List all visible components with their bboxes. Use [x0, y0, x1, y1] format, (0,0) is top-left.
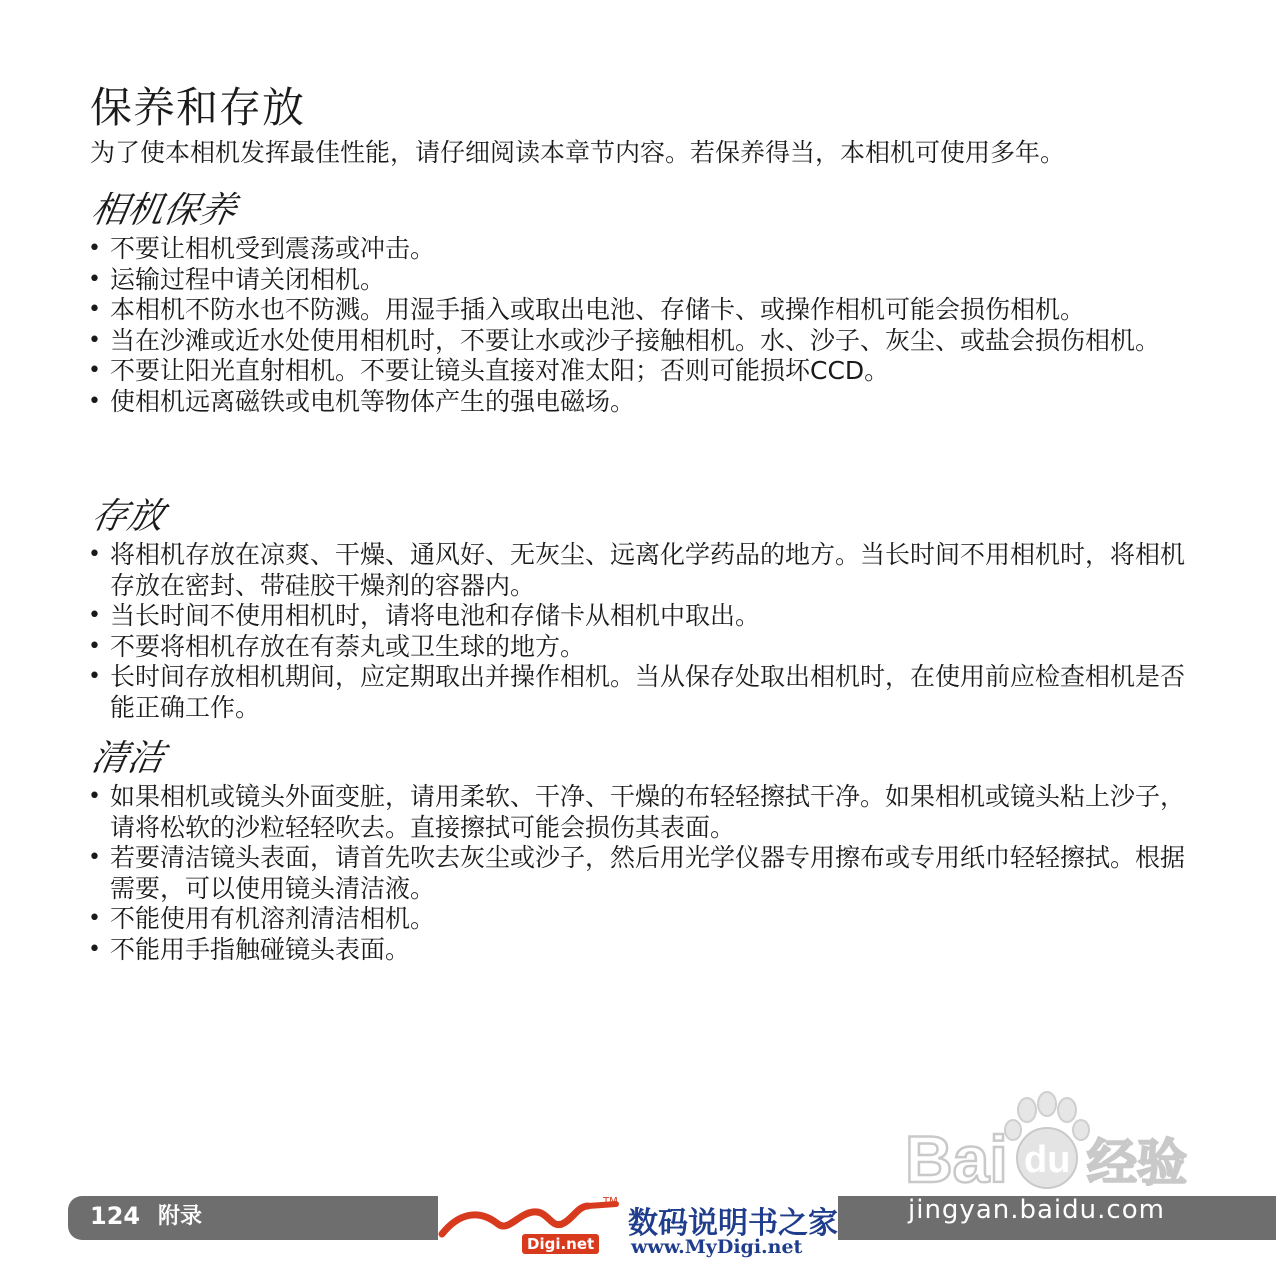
- list-item: • 当长时间不使用相机时，请将电池和存储卡从相机中取出。: [88, 601, 1185, 632]
- logo-trademark: TM: [603, 1196, 618, 1207]
- list-item: • 如果相机或镜头外面变脏，请用柔软、干净、干燥的布轻轻擦拭干净。如果相机或镜头粘上沙子，请将松软的沙粒轻轻吹去。直接擦拭可能会损伤其表面。: [88, 782, 1185, 843]
- list-item: • 将相机存放在凉爽、干燥、通风好、无灰尘、远离化学药品的地方。当长时间不用相机时，将相机存放在密封、带硅胶干燥剂的容器内。: [88, 540, 1185, 601]
- list-item: • 运输过程中请关闭相机。: [88, 265, 1185, 296]
- section-cleaning: [88, 738, 1198, 965]
- section-heading: 相机保养: [88, 190, 240, 231]
- watermark-du-text: du: [1024, 1139, 1071, 1181]
- mydigi-logo: [438, 1194, 838, 1266]
- list-item: • 不要将相机存放在有萘丸或卫生球的地方。: [88, 632, 1185, 663]
- bullet-list: [88, 540, 1198, 723]
- logo-url: www.MyDigi.net: [631, 1236, 803, 1258]
- list-item: • 当在沙滩或近水处使用相机时，不要让水或沙子接触相机。水、沙子、灰尘、或盐会损伤相机。: [88, 326, 1185, 357]
- page-number: 124: [90, 1202, 141, 1230]
- logo-chinese-name: 数码说明书之家: [628, 1206, 838, 1241]
- bullet-list: [88, 782, 1198, 965]
- section-storage: [88, 496, 1198, 723]
- section-camera-care: [88, 190, 1198, 417]
- list-item: • 不要让阳光直射相机。不要让镜头直接对准太阳；否则可能损坏CCD。: [88, 356, 1185, 387]
- list-item: • 长时间存放相机期间，应定期取出并操作相机。当从保存处取出相机时，在使用前应检查相机是否能正确工作。: [88, 662, 1185, 723]
- intro-text: 为了使本相机发挥最佳性能，请仔细阅读本章节内容。若保养得当，本相机可使用多年。: [90, 138, 1066, 167]
- watermark-cn-text: 经验: [1087, 1134, 1187, 1192]
- watermark-brand-text: Bai: [905, 1122, 1008, 1196]
- logo-digi-badge: Digi.net: [522, 1234, 599, 1254]
- list-item: • 不能使用有机溶剂清洁相机。: [88, 904, 1185, 935]
- watermark-domain: jingyan.baidu.com: [908, 1195, 1165, 1225]
- list-item: • 若要清洁镜头表面，请首先吹去灰尘或沙子，然后用光学仪器专用擦布或专用纸巾轻轻擦拭。根据需要，可以使用镜头清洁液。: [88, 843, 1185, 904]
- baidu-watermark-logo: [905, 1090, 1205, 1200]
- section-label: 附录: [158, 1204, 203, 1229]
- list-item: • 本相机不防水也不防溅。用湿手插入或取出电池、存储卡、或操作相机可能会损伤相机。: [88, 295, 1185, 326]
- list-item: • 不能用手指触碰镜头表面。: [88, 935, 1185, 966]
- section-heading: 存放: [88, 496, 168, 537]
- section-heading: 清洁: [88, 738, 168, 779]
- bullet-list: [88, 234, 1198, 417]
- list-item: • 不要让相机受到震荡或冲击。: [88, 234, 1185, 265]
- paw-pad-icon: [1017, 1128, 1077, 1188]
- list-item: • 使相机远离磁铁或电机等物体产生的强电磁场。: [88, 387, 1185, 418]
- page-title: 保养和存放: [90, 83, 306, 132]
